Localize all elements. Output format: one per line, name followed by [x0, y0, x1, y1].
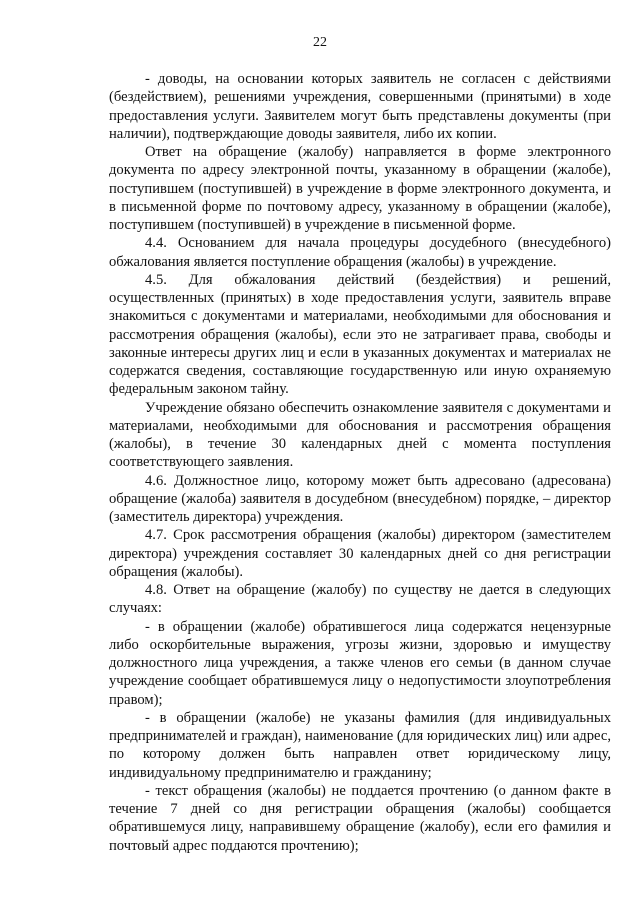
document-body — [109, 70, 611, 855]
paragraph-4-4: 4.4. Основанием для начала процедуры досудебного (внесудебного) обжалования является поступление обращения (жалобы) в учреждение. — [109, 235, 611, 270]
paragraph-4-6: 4.6. Должностное лицо, которому может быть адресовано (адресована) обращение (жалоба) заявителя в досудебном (внесудебном) порядке, – директор (заместитель директора) учреждения. — [109, 472, 611, 525]
paragraph-arguments: - доводы, на основании которых заявитель не согласен с действиями (бездействием), решениями учреждения, совершенными (принятыми) в ходе предоставления услуги. Заявителем могут быть представлены документы (при наличии), подтверждающие доводы заявителя, либо их копии. — [109, 71, 611, 142]
paragraph-4-8: 4.8. Ответ на обращение (жалобу) по существу не дается в следующих случаях: — [109, 582, 611, 617]
list-item-unreadable-text: - текст обращения (жалобы) не поддается прочтению (о данном факте в течение 7 дней со дня регистрации обращения (жалобы) сообщается обратившемуся лицу, направившему обращение (жалобу), если его фамилия и почтовый адрес поддаются прочтению); — [109, 782, 611, 854]
paragraph-4-7: 4.7. Срок рассмотрения обращения (жалобы) директором (заместителем директора) учреждения составляет 30 календарных дней со дня регистрации обращения (жалобы). — [109, 527, 611, 580]
paragraph-institution-obliged: Учреждение обязано обеспечить ознакомление заявителя с документами и материалами, необходимыми для обоснования и рассмотрения обращения (жалобы), в течение 30 календарных дней с момента поступления соответствующего заявления. — [109, 399, 611, 471]
list-item-missing-name: - в обращении (жалобе) не указаны фамилия (для индивидуальных предпринимателей и граждан), наименование (для юридических лиц) или адрес, по которому должен быть направлен ответ юридическому лицу, индивидуальному предпринимателю и гражданину; — [109, 709, 611, 781]
paragraph-response-form: Ответ на обращение (жалобу) направляется в форме электронного документа по адресу электронной почты, указанному в обращении (жалобе), поступившем (поступившей) в учреждение в форме электронного документа, и в письменной форме по почтовому адресу, указанному в обращении (жалобе), поступившем (поступившей) в учреждение в письменной форме. — [109, 144, 611, 233]
paragraph-4-5: 4.5. Для обжалования действий (бездействия) и решений, осуществленных (принятых) в ходе предоставления услуги, заявитель вправе знакомиться с документами и материалами, необходимыми для обоснования и рассмотрения обращения (жалобы), если это не затрагивает права, свободы и законные интересы других лиц и если в указанных документах и материалах не содержатся сведения, составляющие государственную или иную охраняемую федеральным законом тайну. — [109, 271, 611, 398]
page-number: 22 — [313, 35, 327, 50]
list-item-obscene-language: - в обращении (жалобе) обратившегося лица содержатся нецензурные либо оскорбительные выражения, угрозы жизни, здоровью и имуществу должностного лица учреждения, а также членов его семьи (в данном случае учреждение сообщает обратившемуся лицу о недопустимости злоупотребления правом); — [109, 618, 611, 708]
